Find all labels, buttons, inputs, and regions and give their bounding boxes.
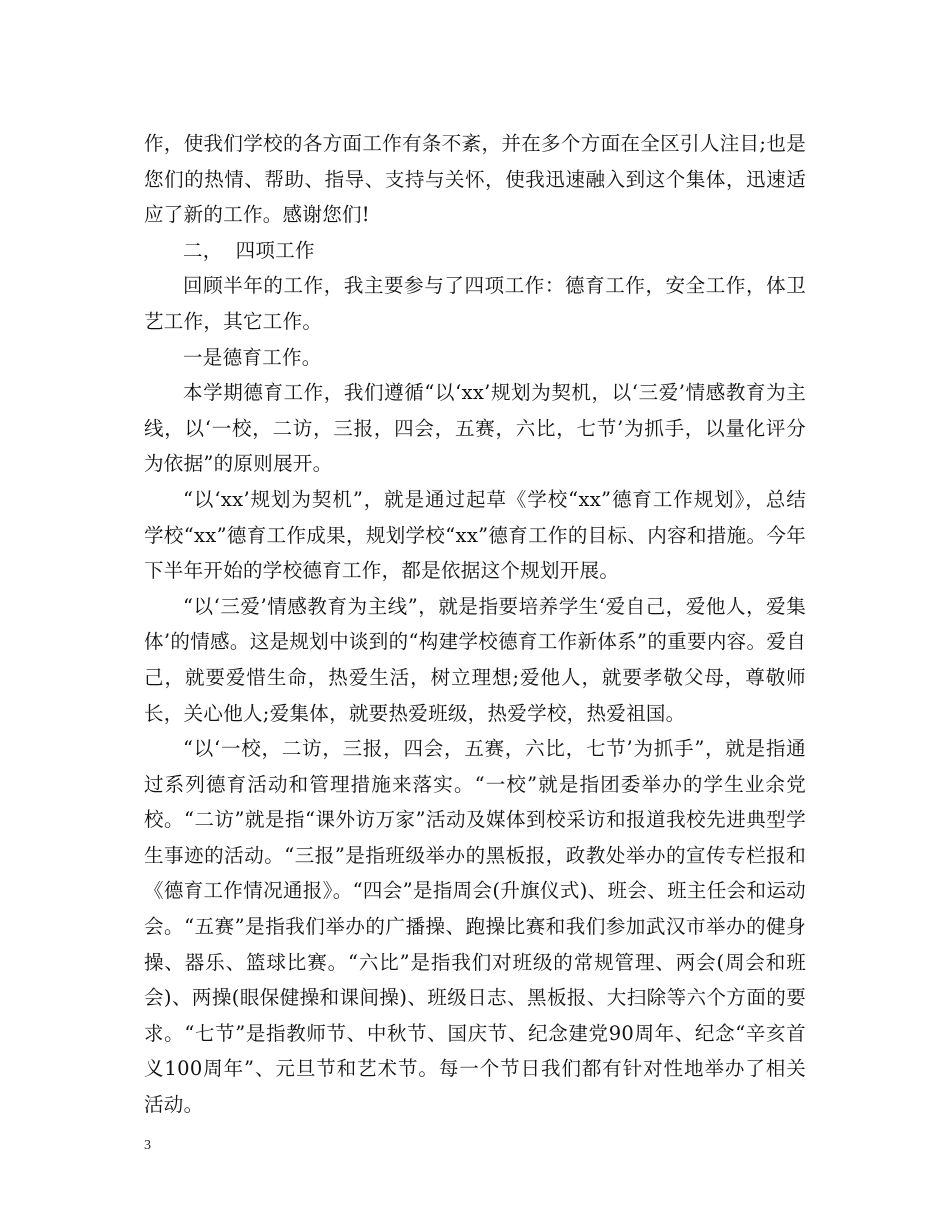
paragraph-principles: 本学期德育工作，我们遵循“以‘xx’规划为契机，以‘三爱’情感教育为主线，以‘一校，二访，三报，四会，五赛，六比，七节’为抓手，以量化评分为依据”的原则展开。 <box>144 381 806 476</box>
subheading-moral-education: 一是德育工作。 <box>183 345 322 369</box>
section-heading-four-tasks: 二， 四项工作 <box>183 238 315 262</box>
paragraph-continuation: 作，使我们学校的各方面工作有条不紊，并在多个方面在全区引人注目;也是您们的热情、帮助、指导、支持与关怀，使我迅速融入到这个集体，迅速适应了新的工作。感谢您们! <box>144 132 806 227</box>
paragraph-review: 回顾半年的工作，我主要参与了四项工作：德育工作，安全工作，体卫艺工作，其它工作。 <box>144 274 806 333</box>
paragraph-three-loves: “以‘三爱’情感教育为主线”，就是指要培养学生‘爱自己，爱他人，爱集体’的情感。这是规划中谈到的“构建学校德育工作新体系”的重要内容。爱自己，就要爱惜生命，热爱生活，树立理想;爱他人，就要孝敬父母，尊敬师长，关心他人;爱集体，就要热爱班级，热爱学校，热爱祖国。 <box>144 594 806 725</box>
page-number: 3 <box>144 1138 151 1153</box>
document-body <box>144 126 806 1123</box>
paragraph-activities: “以‘一校，二访，三报，四会，五赛，六比，七节’为抓手”，就是指通过系列德育活动和管理措施来落实。“一校”就是指团委举办的学生业余党校。“二访”就是指“课外访万家”活动及媒体到校采访和报道我校先进典型学生事迹的活动。“三报”是指班级举办的黑板报，政教处举办的宣传专栏报和《德育工作情况通报》。“四会”是指周会(升旗仪式)、班会、班主任会和运动会。“五赛”是指我们举办的广播操、跑操比赛和我们参加武汉市举办的健身操、器乐、篮球比赛。“六比”是指我们对班级的常规管理、两会(周会和班会)、两操(眼保健操和课间操)、班级日志、黑板报、大扫除等六个方面的要求。“七节”是指教师节、中秋节、国庆节、纪念建党90周年、纪念“辛亥首义100周年”、元旦节和艺术节。每一个节日我们都有针对性地举办了相关活动。 <box>144 737 806 1117</box>
paragraph-plan: “以‘xx’规划为契机”，就是通过起草《学校“xx”德育工作规划》，总结学校“xx”德育工作成果，规划学校“xx”德育工作的目标、内容和措施。今年下半年开始的学校德育工作，都是依据这个规划开展。 <box>144 487 806 583</box>
